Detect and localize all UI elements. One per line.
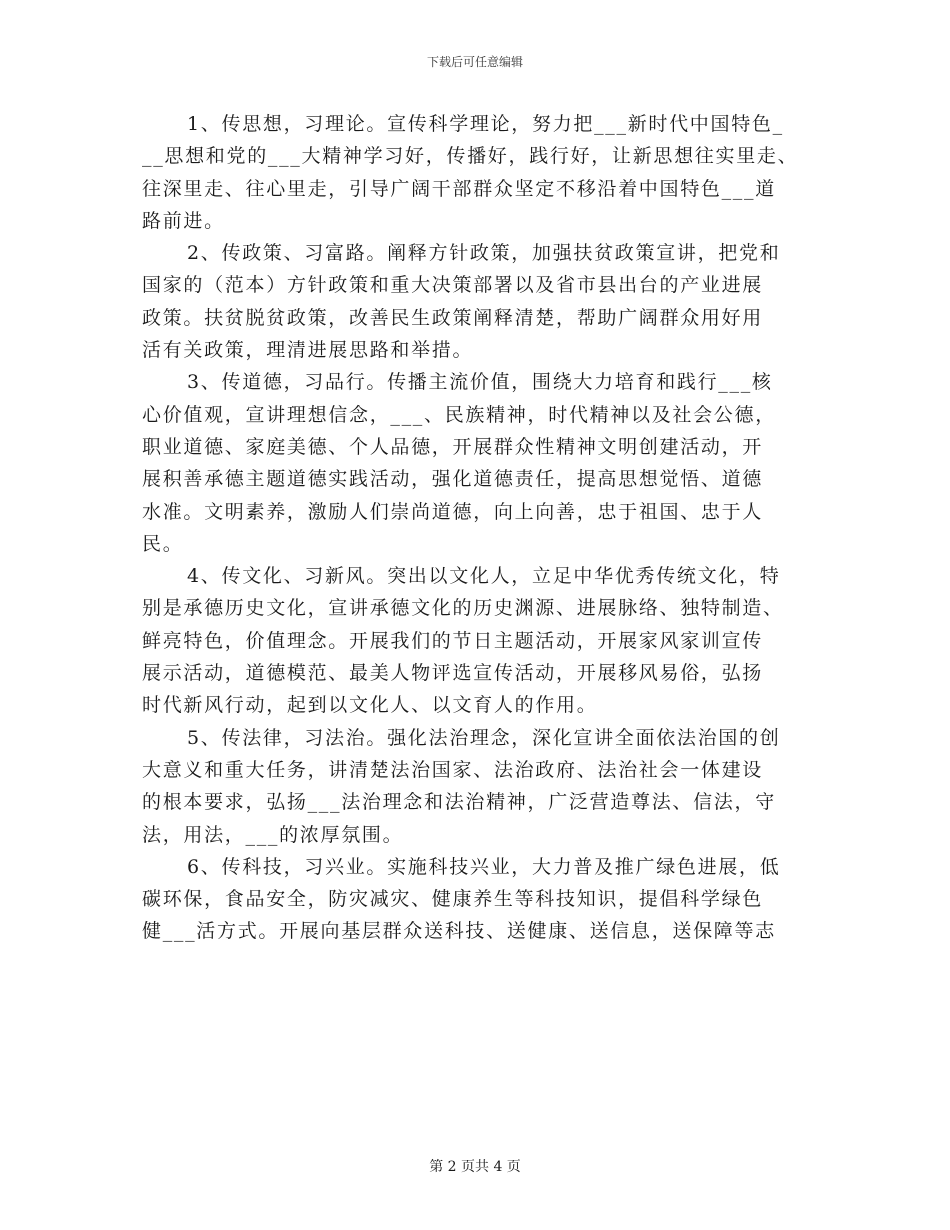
paragraph-1 xyxy=(142,108,808,237)
text-line: 展示活动，道德模范、最美人物评选宣传活动，开展移风易俗，弘扬 xyxy=(142,662,764,685)
page-number: 第 2 页共 4 页 xyxy=(429,1159,521,1175)
page-header: 下载后可任意编辑 xyxy=(426,55,523,69)
text-line: 2、传政策、习富路。阐释方针政策，加强扶贫政策宣讲，把党和 xyxy=(187,242,781,265)
text-line: 大意义和重大任务，讲清楚法治国家、法治政府、法治社会一体建设 xyxy=(142,758,764,781)
text-line: 鲜亮特色，价值理念。开展我们的节日主题活动，开展家风家训宣传 xyxy=(142,629,764,652)
text-line: 活有关政策，理清进展思路和举措。 xyxy=(142,339,474,362)
text-line: __思想和党的___大精神学习好，传播好，践行好，让新思想往实里走、 xyxy=(142,145,799,168)
paragraph-3 xyxy=(142,366,808,560)
text-line: 别是承德历史文化，宣讲承德文化的历史渊源、进展脉络、独特制造、 xyxy=(142,597,784,620)
text-line: 心价值观，宣讲理想信念，___、民族精神，时代精神以及社会公德， xyxy=(142,403,776,426)
text-line: 国家的（范本）方针政策和重大决策部署以及省市县出台的产业进展 xyxy=(142,274,764,297)
text-line: 法，用法，___的浓厚氛围。 xyxy=(142,823,404,846)
text-line: 民。 xyxy=(142,532,184,555)
paragraph-4 xyxy=(142,560,808,721)
text-line: 往深里走、往心里走，引导广阔干部群众坚定不移沿着中国特色___道 xyxy=(142,177,776,200)
text-line: 路前进。 xyxy=(142,209,225,232)
paragraph-2 xyxy=(142,237,808,366)
text-line: 的根本要求，弘扬___法治理念和法治精神，广泛营造尊法、信法，守 xyxy=(142,791,776,814)
text-line: 展积善承德主题道德实践活动，强化道德责任，提高思想觉悟、道德 xyxy=(142,468,764,491)
text-line: 时代新风行动，起到以文化人、以文育人的作用。 xyxy=(142,694,598,717)
text-line: 4、传文化、习新风。突出以文化人，立足中华优秀传统文化，特 xyxy=(187,565,781,588)
text-line: 1、传思想，习理论。宣传科学理论，努力把___新时代中国特色_ xyxy=(187,113,784,135)
text-line: 碳环保，食品安全，防灾减灾、健康养生等科技知识，提倡科学绿色 xyxy=(142,888,764,911)
paragraph-6 xyxy=(142,851,808,948)
text-line: 职业道德、家庭美德、个人品德，开展群众性精神文明创建活动，开 xyxy=(142,435,764,458)
document-body xyxy=(142,108,808,948)
text-line: 3、传道德，习品行。传播主流价值，围绕大力培育和践行___核 xyxy=(187,371,773,394)
text-line: 6、传科技，习兴业。实施科技兴业，大力普及推广绿色进展，低 xyxy=(187,855,781,878)
text-line: 水准。文明素养，激励人们崇尚道德，向上向善，忠于祖国、忠于人 xyxy=(142,500,764,523)
text-line: 健___活方式。开展向基层群众送科技、送健康、送信息，送保障等志 xyxy=(142,920,776,943)
paragraph-5 xyxy=(142,722,808,851)
text-line: 5、传法律，习法治。强化法治理念，深化宣讲全面依法治国的创 xyxy=(187,726,781,749)
text-line: 政策。扶贫脱贫政策，改善民生政策阐释清楚，帮助广阔群众用好用 xyxy=(142,306,764,329)
